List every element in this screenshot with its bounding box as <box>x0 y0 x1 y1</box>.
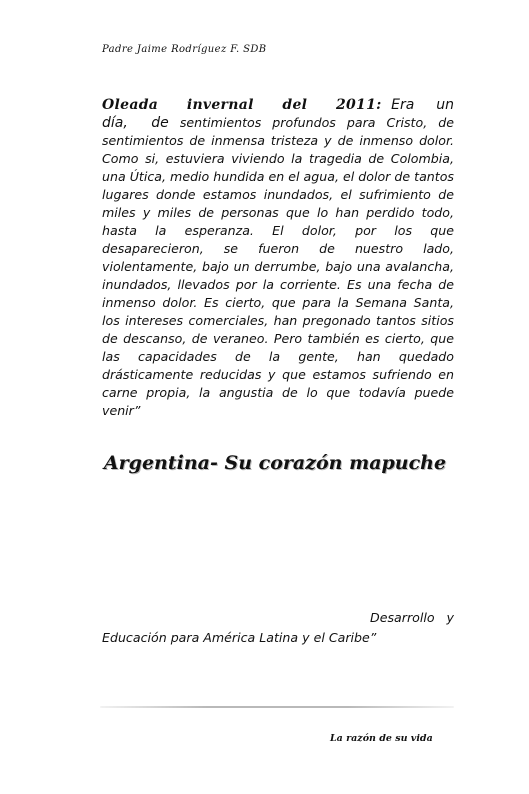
credit-line-1: Desarrollo y <box>370 610 454 625</box>
page-footer: La razón de su vida <box>330 733 433 744</box>
section-title: Argentina- Su corazón mapuche <box>103 452 447 474</box>
paragraph-lead-heading: Oleada invernal del 2011: <box>102 97 382 113</box>
paragraph-text: sentimientos profundos para Cristo, de sentimientos de inmensa tristeza y de inmenso dolor. Como si, estuviera viviendo la tragedia de Colombia, una Útica, medio hundida en el agua, el dolor de tantos lugares donde estamos inundados, el sufrimiento de miles y miles de personas que lo han perdido todo, hasta la esperanza. El dolor, por los que desaparecieron, se fueron de nuestro lado, violentamente, bajo un derrumbe, bajo una avalancha, inundados, llevados por la corriente. Es una fecha de inmenso dolor. Es cierto, que para la Semana Santa, los intereses comerciales, han pregonado tantos sitios de descanso, de veraneo. Pero también es cierto, que las capacidades de la gente, han quedado drásticamente reducidas y que estamos sufriendo en carne propia, la angustia de lo que todavía puede venir” <box>102 115 454 418</box>
page-header: Padre Jaime Rodríguez F. SDB <box>102 44 267 55</box>
paragraph-lead-continuation: Era un día, de <box>102 97 454 131</box>
credit-block <box>102 608 454 648</box>
body-paragraph <box>102 96 454 420</box>
footer-divider <box>100 706 454 708</box>
credit-line-2: Educación para América Latina y el Caribe” <box>102 630 377 645</box>
